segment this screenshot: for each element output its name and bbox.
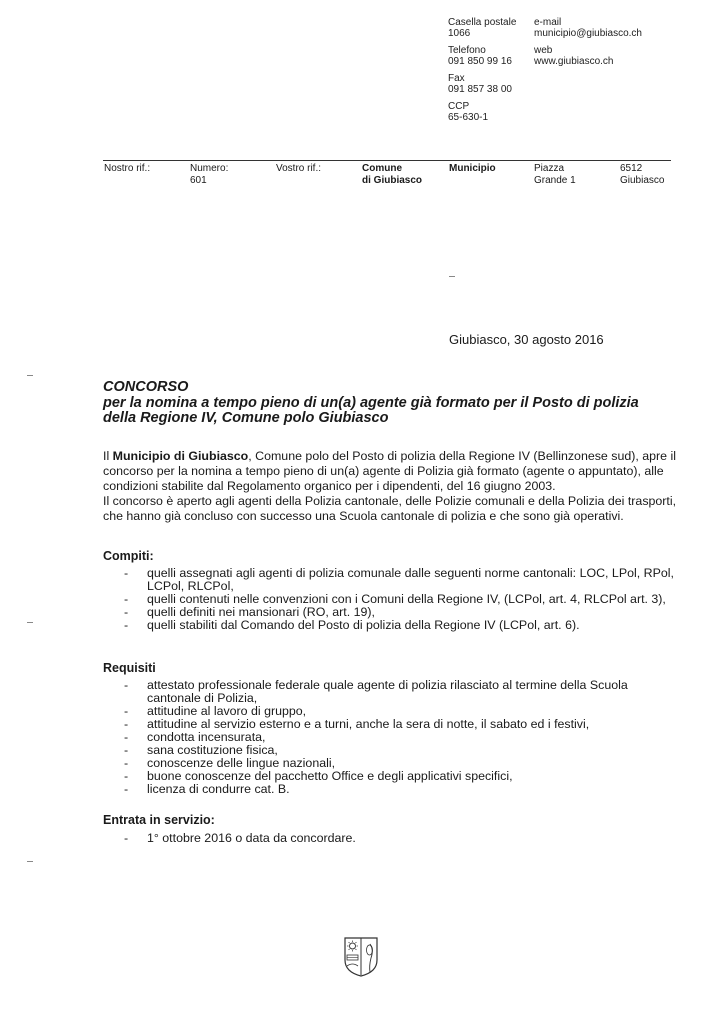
compiti-list: [103, 567, 683, 632]
dash-bullet: -: [124, 592, 129, 606]
list-item: - quelli stabiliti dal Comando del Posto di polizia della Regione IV (LCPol, art. 6).: [124, 618, 580, 632]
comune-line-2: di Giubiasco: [362, 175, 423, 186]
city: Giubiasco: [620, 175, 665, 186]
header-divider: [103, 160, 671, 161]
po-box-label: Casella postale: [448, 17, 517, 28]
list-item: - condotta incensurata,: [124, 730, 266, 744]
web-label: web: [534, 45, 553, 56]
dash-bullet: -: [124, 618, 129, 632]
nostro-rif: Nostro rif.:: [104, 163, 151, 174]
list-item: - attitudine al servizio esterno e a turni, anche la sera di notte, il sabato ed i festivi,: [124, 717, 590, 731]
dash-bullet: -: [124, 831, 129, 845]
list-item: - buone conoscenze del pacchetto Office e degli applicativi specifici,: [124, 769, 513, 783]
ccp-label: CCP: [448, 101, 470, 112]
list-item: - quelli definiti nei mansionari (RO, art. 19),: [124, 605, 375, 619]
contact-right-column: [534, 17, 642, 73]
fold-mark: [27, 622, 33, 623]
fold-mark: [449, 276, 455, 277]
address-street: [534, 163, 576, 187]
address-city: [620, 163, 664, 187]
email-value[interactable]: municipio@giubiasco.ch: [534, 28, 642, 39]
comune: [362, 163, 422, 187]
requisiti-heading: Requisiti: [103, 661, 156, 675]
list-item: - quelli assegnati agli agenti di polizia comunale dalle seguenti norme cantonali: LOC, LPol, RPol, LCPol, RLCPol,: [124, 566, 674, 593]
dash-bullet: -: [124, 717, 129, 731]
fold-mark: [27, 861, 33, 862]
contact-fax: [448, 73, 516, 95]
dash-bullet: -: [124, 756, 129, 770]
requisiti-list: [103, 679, 683, 796]
numero-value: 601: [190, 175, 207, 186]
po-box-value: 1066: [448, 28, 471, 39]
title-line-1: CONCORSO: [103, 379, 189, 395]
fax-value: 091 857 38 00: [448, 84, 512, 95]
dash-bullet: -: [124, 769, 129, 783]
dash-bullet: -: [124, 566, 129, 580]
fax-label: Fax: [448, 73, 465, 84]
contact-po-box: [448, 17, 516, 39]
title-line-2: per la nomina a tempo pieno di un(a) agente già formato per il Posto di polizia della Regione IV, Comune polo Giubiasco: [103, 394, 639, 426]
list-item: - conoscenze delle lingue nazionali,: [124, 756, 336, 770]
contact-web: [534, 45, 642, 67]
ccp-value: 65-630-1: [448, 112, 489, 123]
contact-phone: [448, 45, 516, 67]
compiti-heading: Compiti:: [103, 549, 154, 563]
municipio: Municipio: [449, 163, 496, 174]
postal-code: 6512: [620, 163, 643, 174]
list-item: - sana costituzione fisica,: [124, 743, 278, 757]
contact-ccp: [448, 101, 516, 123]
list-item: - licenza di condurre cat. B.: [124, 782, 290, 796]
letter-date: Giubiasco, 30 agosto 2016: [449, 332, 604, 347]
list-item: - 1° ottobre 2016 o data da concordare.: [124, 831, 356, 845]
dash-bullet: -: [124, 704, 129, 718]
intro-prefix: Il: [103, 449, 113, 463]
intro-rest: , Comune polo del Posto di polizia della Regione IV (Bellinzonese sud), apre il concorso per la nomina a tempo pieno di un(a) agente di Polizia già formato (agente o appuntato), alle condizioni stabilite dal Regolamento organico per i dipendenti, del 16 giugno 2003.: [103, 449, 676, 493]
list-item: - attestato professionale federale quale agente di polizia rilasciato al termine della Scuola cantonale di Polizia,: [124, 678, 628, 705]
email-label: e-mail: [534, 17, 562, 28]
list-item: - attitudine al lavoro di gruppo,: [124, 704, 307, 718]
comune-line-1: Comune: [362, 163, 402, 174]
phone-label: Telefono: [448, 45, 486, 56]
dash-bullet: -: [124, 605, 129, 619]
entrata-list: [103, 832, 683, 845]
web-value[interactable]: www.giubiasco.ch: [534, 56, 614, 67]
dash-bullet: -: [124, 730, 129, 744]
intro-paragraph: [103, 449, 683, 494]
street-line-2: Grande 1: [534, 175, 576, 186]
dash-bullet: -: [124, 782, 129, 796]
vostro-rif: Vostro rif.:: [276, 163, 322, 174]
numero: [190, 163, 228, 187]
giubiasco-coat-of-arms-icon: [343, 936, 379, 978]
street-line-1: Piazza: [534, 163, 565, 174]
contact-left-column: [448, 17, 516, 129]
eligibility-paragraph: Il concorso è aperto agli agenti della Polizia cantonale, delle Polizie comunali e della Polizia dei trasporti, che hanno già concluso con successo una Scuola cantonale di polizia e che sono già operativi.: [103, 494, 677, 523]
contact-email: [534, 17, 642, 39]
dash-bullet: -: [124, 743, 129, 757]
entrata-heading: Entrata in servizio:: [103, 813, 215, 827]
fold-mark: [27, 375, 33, 376]
phone-value: 091 850 99 16: [448, 56, 512, 67]
numero-label: Numero:: [190, 163, 229, 174]
dash-bullet: -: [124, 678, 129, 692]
document-title: [103, 380, 673, 427]
intro-municipio: Municipio di Giubiasco: [112, 449, 249, 463]
list-item: - quelli contenuti nelle convenzioni con i Comuni della Regione IV, (LCPol, art. 4, RLCPol art. 3),: [124, 592, 666, 606]
